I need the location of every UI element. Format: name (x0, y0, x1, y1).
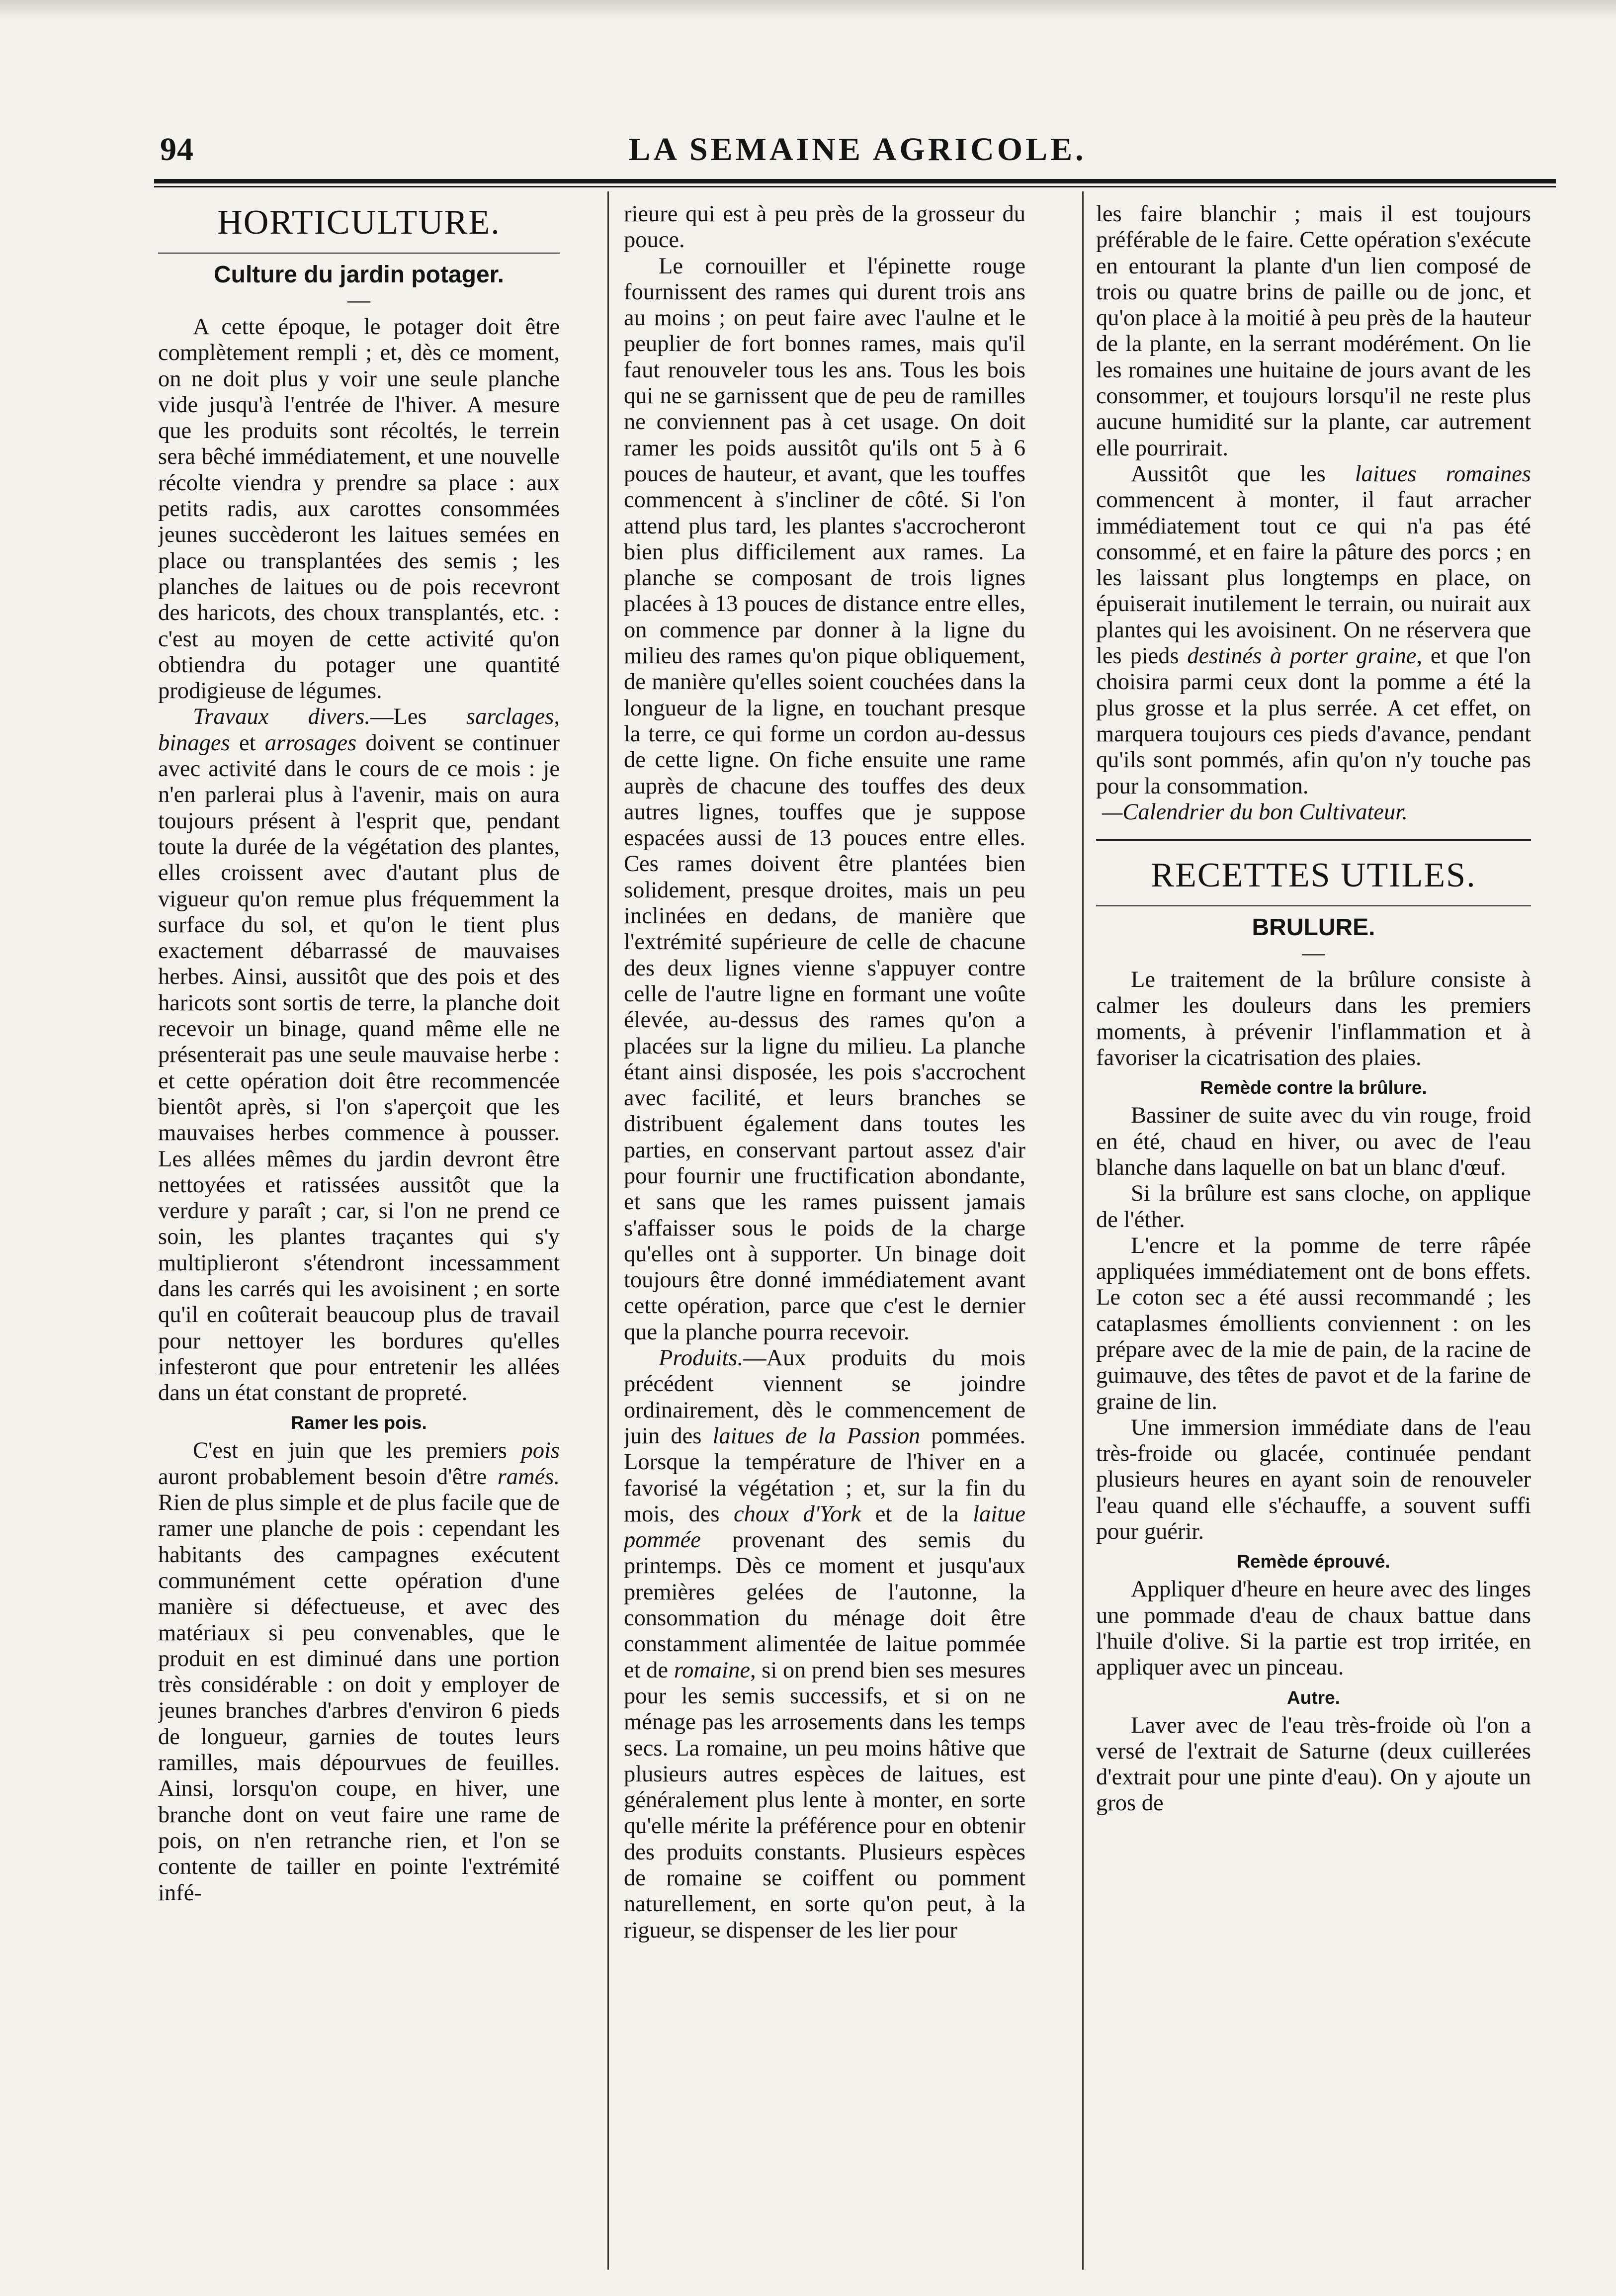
page-number: 94 (160, 131, 194, 168)
column-1 (158, 201, 560, 2265)
run-italic: romaine (674, 1657, 750, 1683)
header-rule-thick (154, 179, 1556, 183)
paragraph: Une immersion immédiate dans de l'eau très-froide ou glacée, continuée pendant plusieurs heures en ayant soin de renouveler l'eau quand elle s'échauffe, a souvent suffi pour guérir. (1096, 1414, 1531, 1545)
title-dash: — (347, 287, 370, 312)
journal-title: LA SEMAINE AGRICOLE. (628, 131, 1087, 168)
section-rule (158, 253, 560, 254)
header-rule-thin (154, 186, 1556, 187)
section-title-recettes: RECETTES UTILES. (1151, 856, 1476, 895)
run-italic: choux d'York (733, 1501, 861, 1527)
paragraph-travaux-divers (158, 704, 560, 1406)
paragraph: Bassiner de suite avec du vin rouge, froid en été, chaud en hiver, ou avec de l'eau blanche dans laquelle on bat un blanc d'œuf. (1096, 1103, 1531, 1180)
paragraph: L'encre et la pomme de terre râpée appliquées immédiatement ont de bons effets. Le coton sec a été aussi recommandé ; les cataplasmes émollients conviennent : on les prépare avec de la mie de pain, de la racine de guimauve, des têtes de pavot et de la farine de graine de lin. (1096, 1233, 1531, 1414)
run-italic: laitues de la Passion (712, 1423, 921, 1449)
run: Aussitôt que les (1131, 461, 1355, 487)
paragraph: Le traitement de la brûlure consiste à calmer les douleurs dans les premiers moments, à prévenir l'inflammation et à favoriser la cicatrisation des plaies. (1096, 967, 1531, 1071)
run-italic: ramés. (497, 1464, 560, 1490)
run: et (230, 730, 265, 756)
run: doivent se continuer avec activité dans le cours de ce mois : je n'en parlerai plus à l'avenir, mais on aura toujours présent à l'esprit que, pendant toute la durée de la végétation des plantes, elles croissent avec d'autant plus de vigueur qu'on remue plus fréquemment la surface du sol, et qu'on le tient plus exactement débarrassé de mauvaises herbes. Ainsi, aussitôt que des pois et des haricots sont sortis de terre, la planche doit recevoir un binage, quand même elle ne présenterait pas une seule mauvaise herbe : et cette opération doit être recommencée bientôt après, si l'on s'aperçoit que les mauvaises herbes commence à pousser. Les allées mêmes du jardin devront être nettoyées et ratissées aussitôt que la verdure y paraît ; car, si l'on ne prend ce soin, les plantes traçantes qui s'y multiplieront s'étendront incessamment dans les carrés qui les avoisinent ; en sorte qu'il en coûterait beaucoup plus de travail pour nettoyer les bordures qu'elles infesteront que pour entretenir les allées dans un état constant de propreté. (158, 730, 560, 1406)
column-divider-right (1082, 191, 1084, 2270)
run: provenant des semis du printemps. Dès ce moment et jusqu'aux premières gelées de l'autonne, la consommation du ménage doit être constamment alimentée de laitue pommée et de (624, 1527, 1025, 1683)
paragraph-laitues (1096, 461, 1531, 799)
source-citation: —Calendrier du bon Cultivateur. (1102, 799, 1408, 825)
scan-edge-noise (0, 0, 1616, 20)
run-italic: laitues romaines (1355, 461, 1531, 487)
run-italic: sarclages, binages (158, 704, 560, 756)
page-header (154, 127, 1561, 172)
article-title-potager: Culture du jardin potager. (213, 262, 505, 288)
section-title-horticulture: HORTICULTURE. (217, 203, 501, 242)
paragraph: Si la brûlure est sans cloche, on applique de l'éther. (1096, 1181, 1531, 1233)
section-rule-top (1096, 839, 1531, 841)
paragraph: Laver avec de l'eau très-froide où l'on a versé de l'extrait de Saturne (deux cuillerées d'extrait pour une pinte d'eau). On y ajoute un gros de (1096, 1712, 1531, 1816)
run: pommées. Lorsque la température de l'hiver en a favorisé la végétation ; et, sur la fin du mois, des (624, 1423, 1025, 1527)
paragraph: A cette époque, le potager doit être complètement rempli ; et, dès ce moment, on ne doit plus y voir une seule planche vide jusqu'à l'entrée de l'hiver. A mesure que les produits sont récoltés, le terrein sera bêché immédiatement, et une nouvelle récolte viendra y prendre sa place : aux petits radis, aux carottes consommées jeunes succèderont les laitues semées en place ou transplantées des semis ; les planches de laitues ou de pois recevront des haricots, des choux transplantés, etc. : c'est au moyen de cette activité qu'on obtiendra du potager une quantité prodigieuse de légumes. (158, 314, 560, 704)
subhead-ramer-les-pois: Ramer les pois. (291, 1413, 427, 1433)
run: —Aux produits du mois précédent viennent se joindre ordinairement, dès le commencement de juin des (624, 1345, 1025, 1449)
paragraph-continued: les faire blanchir ; mais il est toujours préférable de le faire. Cette opération s'exécute en entourant la plante d'un lien composé de trois ou quatre brins de paille ou de jonc, et qu'on place à la moitié à peu près de la hauteur de la plante, en la serrant modérément. On lie les romaines une huitaine de jours avant de les consommer, et toujours lorsqu'il ne reste plus aucune humidité sur la plante, car autrement elle pourrirait. (1096, 201, 1531, 461)
article-title-brulure: BRULURE. (1252, 914, 1375, 941)
title-dash: — (1302, 940, 1325, 966)
run-heading: Produits. (659, 1345, 744, 1371)
run: auront probablement besoin d'être (158, 1464, 498, 1490)
run: —Les (370, 704, 466, 730)
column-2 (624, 201, 1025, 2265)
run-italic: laitue pommée (624, 1501, 1025, 1553)
column-3 (1096, 201, 1531, 2265)
paragraph-produits (624, 1345, 1025, 1943)
run-italic: destinés à porter graine (1187, 643, 1417, 669)
run: Rien de plus simple et de plus facile que de ramer une planche de pois : cependant les habitants des campagnes exécutent communément cette opération d'une manière si défectueuse, et avec des matériaux si peu convenables, que le produit en est diminué dans une portion très considérable : on doit y employer de jeunes branches d'arbres d'environ 6 pieds de longueur, garnies de toutes leurs ramilles, mais dépourvues de feuilles. Ainsi, lorsqu'on coupe, en hiver, une branche dont on veut faire une rame de pois, on n'en retranche rien, et l'on se contente de tailler en pointe l'extrémité infé- (158, 1490, 560, 1906)
subhead-remede-contre: Remède contre la brûlure. (1200, 1077, 1427, 1098)
run: et de la (861, 1501, 973, 1527)
run-heading: Travaux divers. (193, 704, 370, 730)
paragraph-continued: rieure qui est à peu près de la grosseur du pouce. (624, 201, 1025, 253)
run: , si on prend bien ses mesures pour les semis successifs, et si on ne ménage pas les arrosements dans les temps secs. La romaine, un peu moins hâtive que plusieurs autres espèces de laitues, est généralement plus lente à monter, en sorte qu'elle mérite la préférence pour en obtenir des produits constants. Plusieurs espèces de romaine se coiffent ou pomment naturellement, en sorte qu'on peut, à la rigueur, se dispenser de les lier pour (624, 1657, 1025, 1943)
column-divider-left (607, 191, 609, 2270)
paragraph: Le cornouiller et l'épinette rouge fournissent des rames qui durent trois ans au moins ; on peut faire avec l'aulne et le peuplier de fort bonnes rames, mais qu'il faut renouveler tous les ans. Tous les bois qui ne se garnissent que de peu de ramilles ne conviennent pas à cet usage. On doit ramer les poids aussitôt qu'ils ont 5 à 6 pouces de hauteur, et avant, que les touffes commencent à s'incliner de côté. Si l'on attend plus tard, les plantes s'accrocheront bien plus difficilement aux rames. La planche se composant de trois lignes placées à 13 pouces de distance entre elles, on commence par donner à la ligne du milieu des rames qu'on pique obliquement, de manière qu'elles soient couchées dans la longueur de la ligne, en touchant presque la terre, ce qui forme un cordon au-dessus de cette ligne. On fiche ensuite une rame auprès de chacune des touffes des deux autres lignes, touffes que je suppose espacées aussi de 13 pouces entre elles. Ces rames doivent être plantées bien solidement, presque droites, mais un peu inclinées en dedans, de manière que l'extrémité supérieure de celle de chacune des deux lignes vienne s'appuyer contre celle de l'autre ligne en formant une voûte élevée, au-dessus des rames qu'on a placées sur la ligne du milieu. La planche étant ainsi disposée, les pois s'accrochent avec facilité, et leurs branches se distribuent également dans toutes les parties, en conservant partout assez d'air pour fournir une fructification abondante, et sans que les rames puissent jamais s'affaisser sous le poids de la charge qu'elles ont à supporter. Un binage doit toujours être donné immédiatement avant cette opération, parce que c'est le dernier que la planche pourra recevoir. (624, 253, 1025, 1345)
run-italic: arrosages (264, 730, 357, 756)
section-rule (1096, 905, 1531, 906)
paragraph-ramer (158, 1438, 560, 1906)
run: , et que l'on choisira parmi ceux dont la pomme a été la plus grosse et la plus serrée. A cet effet, on marquera toujours ces pieds d'avance, pendant qu'ils sont pommés, afin qu'on n'y touche pas pour la consommation. (1096, 643, 1531, 799)
run-italic: pois (521, 1438, 560, 1464)
subhead-autre: Autre. (1287, 1687, 1340, 1708)
run: C'est en juin que les premiers (193, 1438, 521, 1464)
subhead-remede-eprouve: Remède éprouvé. (1237, 1551, 1390, 1572)
run: commencent à monter, il faut arracher immédiatement tout ce qui n'a pas été consommé, et en faire la pâture des porcs ; en les laissant plus longtemps en place, on épuiserait inutilement le terrain, ou nuirait aux plantes qui les avoisinent. On ne réservera que les pieds (1096, 487, 1531, 669)
paragraph: Appliquer d'heure en heure avec des linges une pommade d'eau de chaux battue dans l'huile d'olive. Si la partie est trop irritée, en appliquer avec un pinceau. (1096, 1577, 1531, 1680)
